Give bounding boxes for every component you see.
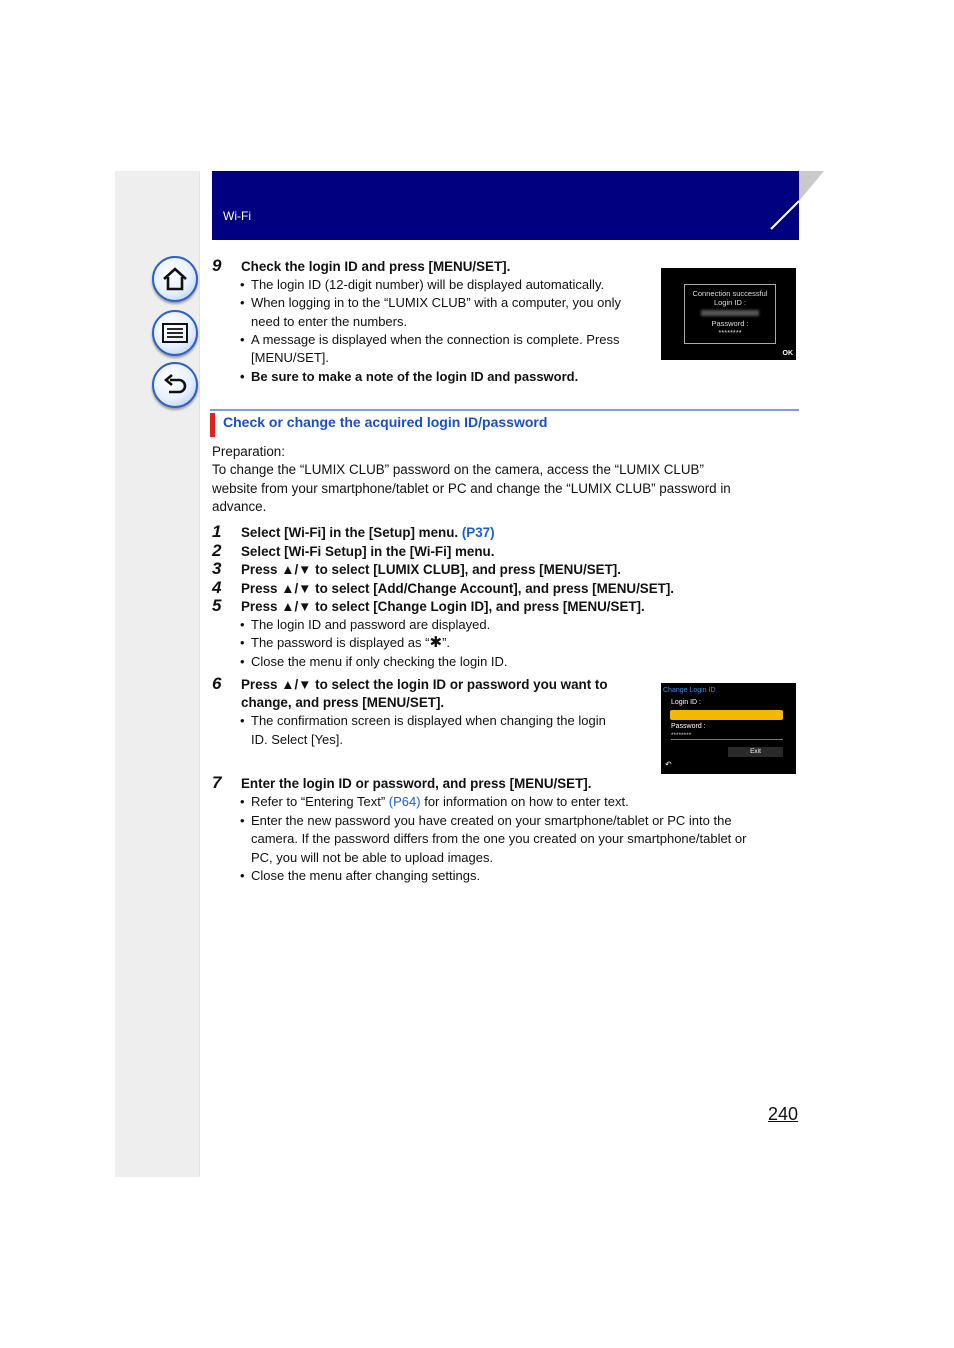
bullet-item: • The login ID (12-digit number) will be displayed automatically.: [240, 277, 605, 292]
step-title-continuation: change, and press [MENU/SET].: [241, 695, 445, 710]
bullet-continuation: [MENU/SET].: [251, 350, 330, 365]
bullet-item: • When logging in to the “LUMIX CLUB” with a computer, you only: [240, 295, 621, 310]
step-title: Press ▲/▼ to select [LUMIX CLUB], and press [MENU/SET].: [241, 562, 621, 577]
section-marker: [210, 413, 215, 437]
bullet-item: • The password is displayed as “✱”.: [240, 634, 451, 651]
step-title: Press ▲/▼ to select [Change Login ID], and press [MENU/SET].: [241, 599, 645, 614]
prep-line: advance.: [212, 499, 267, 514]
step-number: 2: [212, 541, 222, 560]
menu-list-icon: [161, 322, 189, 344]
screen-text: ********: [718, 328, 742, 337]
screen-text: Login ID :: [671, 699, 701, 706]
camera-screen-change-login: [661, 683, 796, 774]
bullet-item: • Close the menu after changing settings.: [240, 868, 481, 883]
back-return-icon: ↶: [665, 760, 672, 769]
menu-button[interactable]: [152, 310, 198, 356]
step-number: 3: [212, 559, 222, 578]
blurred-login-id: [701, 310, 759, 316]
screen-text: Password :: [711, 319, 749, 328]
bullet-continuation: ID. Select [Yes].: [251, 732, 344, 747]
bullet-item: • The login ID and password are displayed.: [240, 617, 491, 632]
bullet-continuation: need to enter the numbers.: [251, 314, 408, 329]
step-number: 6: [212, 674, 222, 693]
screen-title: Change Login ID: [663, 687, 716, 694]
bullet-item: • Enter the new password you have created on your smartphone/tablet or PC into the: [240, 813, 732, 828]
screen-text: ********: [671, 732, 783, 740]
screen-text: Login ID :: [713, 298, 747, 307]
page-number: 240: [768, 1104, 799, 1124]
step-title: Press ▲/▼ to select [Add/Change Account], and press [MENU/SET].: [241, 581, 675, 596]
prep-line: To change the “LUMIX CLUB” password on the camera, access the “LUMIX CLUB”: [212, 462, 704, 477]
step-number: 4: [212, 578, 222, 597]
prep-line: website from your smartphone/tablet or PC and change the “LUMIX CLUB” password in: [212, 481, 731, 496]
step-number: 5: [212, 596, 222, 615]
step-title: Enter the login ID or password, and press [MENU/SET].: [241, 776, 592, 791]
camera-screen-connection: [661, 268, 796, 360]
asterisk-symbol: ✱: [429, 634, 443, 651]
bullet-item: • Close the menu if only checking the login ID.: [240, 654, 508, 669]
home-icon: [161, 266, 189, 292]
exit-button: Exit: [728, 747, 783, 757]
bullet-item: • Refer to “Entering Text” (P64) for information on how to enter text.: [240, 794, 629, 809]
bullet-continuation: camera. If the password differs from the one you created on your smartphone/tablet or: [251, 831, 747, 846]
page-corner-decoration: [770, 171, 824, 241]
section-title: Check or change the acquired login ID/password: [223, 414, 548, 430]
step-title: Select [Wi-Fi Setup] in the [Wi-Fi] menu.: [241, 544, 495, 559]
header-section-title: Wi-Fi: [223, 209, 251, 223]
screen-text: Password :: [671, 723, 706, 730]
header-banner: [212, 171, 799, 240]
page-link[interactable]: (P37): [461, 525, 495, 540]
step-title: Select [Wi-Fi] in the [Setup] menu. (P37): [241, 525, 495, 540]
bullet-continuation: PC, you will not be able to upload images.: [251, 850, 494, 865]
page-link[interactable]: (P64): [388, 794, 421, 809]
prep-label: Preparation:: [212, 444, 285, 459]
step-number: 1: [212, 522, 222, 541]
bullet-item: • A message is displayed when the connection is complete. Press: [240, 332, 620, 347]
step-number: 9: [212, 256, 222, 275]
step-number: 7: [212, 773, 222, 792]
step-title: Check the login ID and press [MENU/SET].: [241, 259, 511, 274]
ok-label: OK: [782, 350, 793, 357]
note-bold: • Be sure to make a note of the login ID and password.: [240, 369, 579, 384]
section-heading: [210, 409, 799, 438]
home-button[interactable]: [152, 256, 198, 302]
highlight-bar: [670, 710, 783, 720]
back-button[interactable]: [152, 362, 198, 408]
back-arrow-icon: [161, 372, 189, 398]
step-title: Press ▲/▼ to select the login ID or password you want to: [241, 677, 608, 692]
bullet-item: • The confirmation screen is displayed when changing the login: [240, 713, 606, 728]
screen-text: Connection successful: [692, 289, 768, 298]
